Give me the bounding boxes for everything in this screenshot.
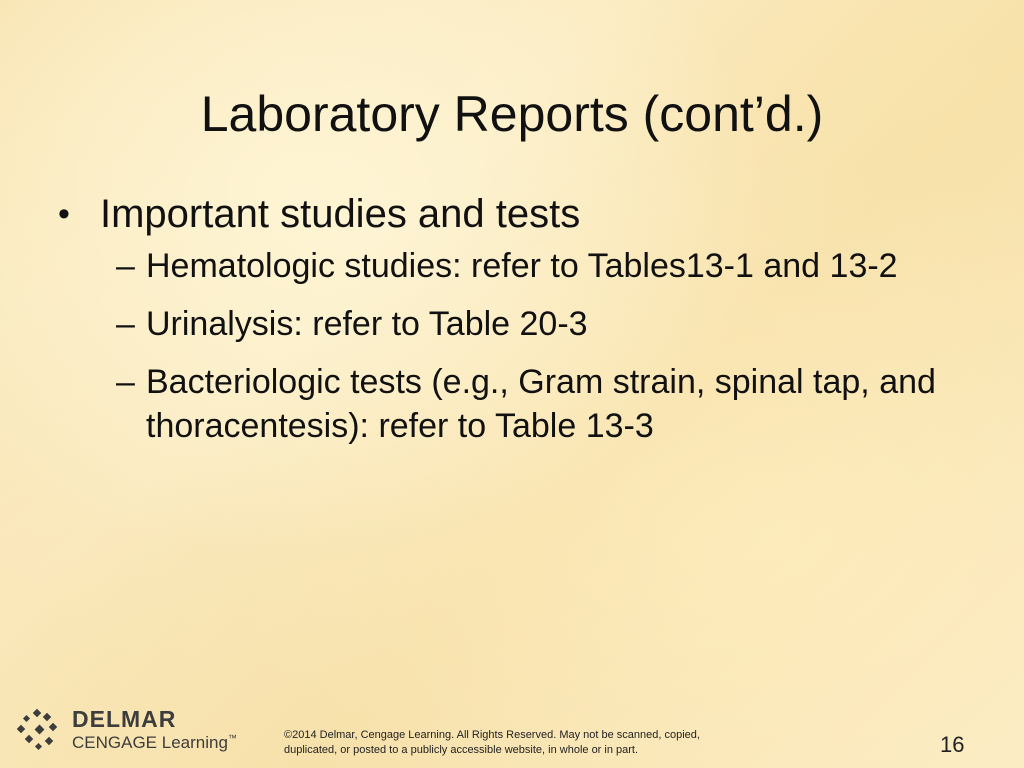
sub-bullet-item (116, 360, 956, 448)
slide-content (58, 190, 958, 462)
sub-bullet-text: Urinalysis: refer to Table 20-3 (146, 305, 588, 343)
logo-wordmark-cengage (72, 733, 237, 753)
publisher-logo (14, 706, 254, 756)
copyright-line: ©2014 Delmar, Cengage Learning. All Rights Reserved. May not be scanned, copied, (284, 729, 700, 741)
slide-title: Laboratory Reports (cont’d.) (200, 86, 824, 142)
dash-icon: – (116, 363, 135, 401)
copyright-notice (284, 728, 744, 758)
bullet-text: Important studies and tests (100, 192, 581, 236)
sub-bullet-text: Bacteriologic tests (e.g., Gram strain, spinal tap, and thoracentesis): refer to Table 13-3 (146, 363, 936, 445)
bullet-item (58, 190, 958, 238)
logo-wordmark-cengage-text: CENGAGE Learning (72, 733, 228, 752)
sub-bullet-item (116, 244, 956, 288)
logo-wordmark-delmar: DELMAR (72, 706, 177, 732)
sub-bullet-item (116, 302, 956, 346)
trademark-symbol: ™ (227, 733, 237, 743)
delmar-logo-mark-icon (14, 708, 62, 754)
copyright-line: duplicated, or posted to a publicly accessible website, in whole or in part. (284, 744, 639, 756)
dash-icon: – (116, 305, 135, 343)
bullet-icon: • (58, 195, 70, 233)
sub-bullet-text: Hematologic studies: refer to Tables13-1 and 13-2 (146, 247, 898, 285)
dash-icon: – (116, 247, 135, 285)
slide-number: 16 (940, 732, 965, 757)
